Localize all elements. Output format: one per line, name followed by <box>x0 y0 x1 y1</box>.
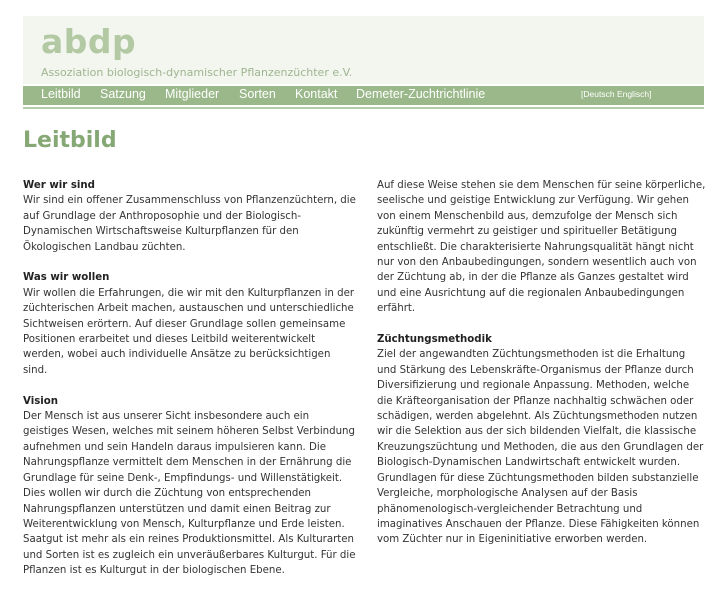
section-vision-continued <box>377 178 707 317</box>
section-text: Ziel der angewandten Züchtungsmethoden ist die Erhaltung und Stärkung des Lebenskräfte-Organismus der Pflanze durch Diversifizierung und regionale Anpassung. Methoden, welche die Kräfteorganisation der Pflanze nachhaltig schwächen oder schädigen, werden abgelehnt. Als Züchtungsmethoden nutzen wir die Selektion aus der sich bildenden Vielfalt, die klassische Kreuzungszüchtung und Methoden, die aus den Grundlagen der Biologisch-Dynamischen Landwirtschaft entwickelt wurden. Grundlagen für diese Züchtungsmethoden bilden substanzielle Vergleiche, morphologische Analysen auf der Basis phänomenologisch-vergleichender Betrachtung und imaginatives Anschauen der Pflanze. Diese Fähigkeiten können vom Züchter nur in Eigeninitiative erworben werden. <box>377 349 704 546</box>
nav-divider <box>23 107 704 109</box>
section-heading: Wer wir sind <box>23 180 95 191</box>
section-zuechtungsmethodik <box>377 332 707 548</box>
lang-deutsch-link[interactable]: Deutsch <box>583 89 615 99</box>
section-heading: Züchtungsmethodik <box>377 334 492 346</box>
site-subtitle: Assoziation biologisch-dynamischer Pflanzenzüchter e.V. <box>41 66 353 79</box>
content-right-column <box>377 178 707 563</box>
lang-bracket-close: ] <box>649 89 652 99</box>
nav-item-mitglieder[interactable]: Mitglieder <box>165 87 220 101</box>
section-text: Wir wollen die Erfahrungen, die wir mit den Kulturpflanzen in der züchterischen Arbeit machen, austauschen und unterschiedliche Sichtweisen erörtern. Auf dieser Grundlage sollen gemeinsame Positionen erarbeitet und dieses Leitbild weiterentwickelt werden, wobei auch individuelle Ansätze zu berücksichtigen sind. <box>23 287 355 376</box>
nav-item-kontakt[interactable]: Kontakt <box>295 87 338 101</box>
section-heading: Vision <box>23 395 59 407</box>
content-left-column <box>23 178 356 594</box>
section-vision <box>23 394 356 579</box>
lang-englisch-link[interactable]: Englisch <box>616 89 650 99</box>
section-was-wir-wollen <box>23 270 356 378</box>
nav-item-satzung[interactable]: Satzung <box>100 87 146 101</box>
section-heading: Was wir wollen <box>23 272 110 284</box>
section-text: Wir sind ein offener Zusammenschluss von Pflanzenzüchtern, die auf Grundlage der Anthroposophie und der Biologisch-Dynamischen Wirtschaftsweise Kulturpflanzen für den Ökologischen Landbau züchten. <box>23 195 356 253</box>
section-text: Der Mensch ist aus unserer Sicht insbesondere auch ein geistiges Wesen, welches mit seinem höheren Selbst Verbindung aufnehmen und sein Handeln daraus impulsieren kann. Die Nahrungspflanze vermittelt dem Menschen in der Ernährung die Grundlage für seine Denk-, Empfindungs- und Willenstätigkeit. Dies wollen wir durch die Züchtung von entsprechenden Nahrungspflanzen unterstützen und damit einen Beitrag zur Weiterentwicklung von Mensch, Kulturpflanze und Erde leisten. Saatgut ist mehr als ein reines Produktionsmittel. Als Kulturarten und Sorten ist es zugleich ein unveräußerbares Kulturgut. Für die Pflanzen ist es Kulturgut in der biologischen Ebene. <box>23 411 356 577</box>
site-header <box>23 16 704 84</box>
page-title: Leitbild <box>23 128 117 153</box>
nav-item-leitbild[interactable]: Leitbild <box>41 87 81 101</box>
nav-item-demeter-zuchtrichtlinie[interactable]: Demeter-Zuchtrichtlinie <box>356 87 486 101</box>
main-nav <box>23 86 704 105</box>
site-logo[interactable]: abdp <box>41 22 137 61</box>
section-wer-wir-sind <box>23 178 356 255</box>
lang-bracket-open: [ <box>581 89 584 99</box>
nav-item-sorten[interactable]: Sorten <box>239 87 276 101</box>
section-text: Auf diese Weise stehen sie dem Menschen für seine körperliche, seelische und geistige Entwicklung zur Verfügung. Wir gehen von einem Menschenbild aus, demzufolge der Mensch sich zukünftig vermehrt zu geistiger und spiritueller Betätigung entschließt. Die charakterisierte Nahrungsqualität hängt nicht nur von den Anbaubedingungen, sondern wesentlich auch von der Züchtung ab, in der die Pflanze als Ganzes gestaltet wird und eine Ausrichtung auf die regionalen Anbaubedingungen erfährt. <box>377 180 706 315</box>
language-switcher <box>581 89 651 99</box>
